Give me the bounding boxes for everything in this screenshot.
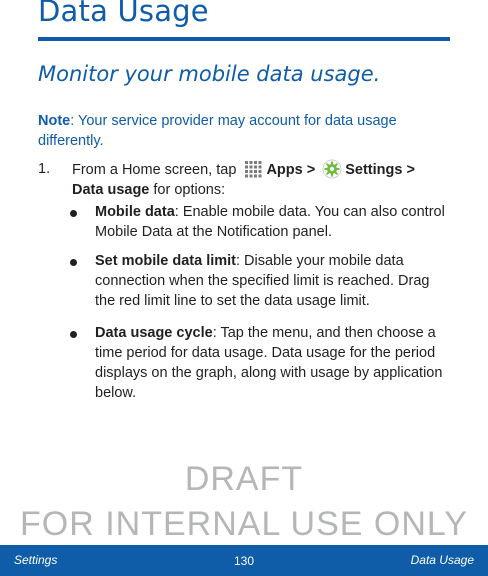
bullet-dot: [70, 331, 77, 338]
option-label: Set mobile data limit: [95, 253, 236, 269]
list-item-set-mobile-data-limit: [62, 251, 452, 311]
settings-gear-icon: [322, 159, 342, 179]
section-subtitle: Monitor your mobile data usage.: [38, 62, 381, 86]
settings-label: Settings: [345, 162, 403, 178]
note-text: : Your service provider may account for data usage differently.: [38, 113, 397, 149]
option-description: : Enable mobile data. You can also control Mobile Data at the Notification panel.: [95, 204, 445, 240]
apps-label: Apps: [266, 162, 303, 178]
step-separator-2: >: [402, 162, 415, 178]
page-title: Data Usage: [38, 0, 209, 28]
footer-page-number: 130: [233, 554, 255, 568]
step-tail-text: for options:: [149, 182, 226, 198]
watermark-internal-use: FOR INTERNAL USE ONLY: [20, 505, 468, 543]
step-1: [38, 159, 450, 200]
list-item-mobile-data: [62, 202, 452, 242]
apps-grid-icon: [243, 159, 263, 179]
step-text: [72, 159, 450, 200]
data-usage-label: Data usage: [72, 182, 150, 198]
bullet-dot: [70, 259, 77, 266]
bullet-dot: [70, 210, 77, 217]
step-number: 1.: [38, 161, 51, 177]
option-description: : Tap the menu, and then choose a time period for data usage. Data usage for the period displays on the graph, along with usage by application below.: [95, 325, 443, 401]
title-divider: [38, 37, 450, 41]
note-label: Note: [38, 113, 71, 129]
page-footer: [0, 545, 488, 576]
option-label: Mobile data: [95, 204, 175, 220]
watermark-draft: DRAFT: [184, 460, 304, 498]
options-list: [62, 202, 452, 403]
step-separator-1: >: [302, 162, 320, 178]
list-item-data-usage-cycle: [62, 323, 452, 403]
footer-section: Data Usage: [410, 553, 474, 567]
option-description: : Disable your mobile data connection when the specified limit is reached. Drag the red limit line to set the data usage limit.: [95, 253, 430, 309]
step-lead-text: From a Home screen, tap: [72, 162, 237, 178]
note-paragraph: [38, 111, 448, 151]
footer-chapter: Settings: [14, 553, 58, 567]
option-label: Data usage cycle: [95, 325, 213, 341]
